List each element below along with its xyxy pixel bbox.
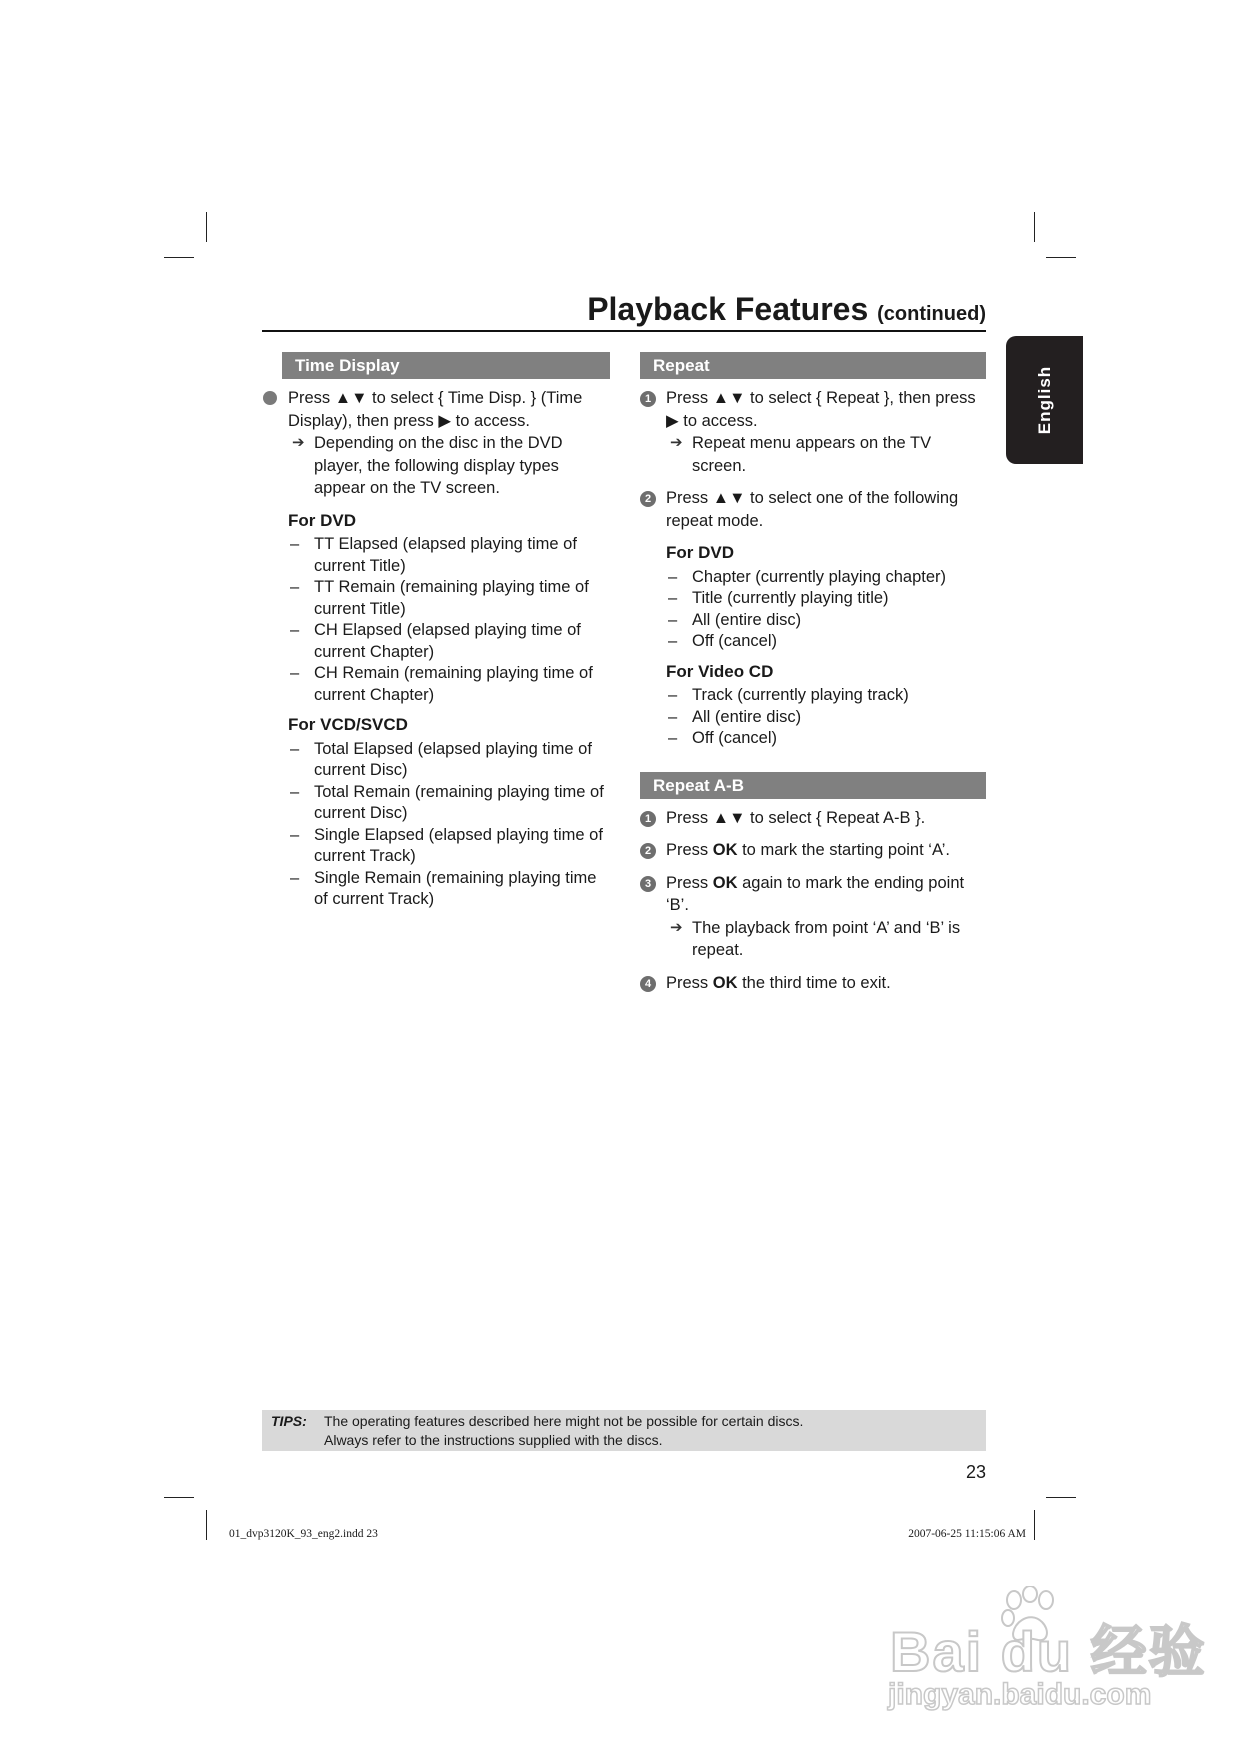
repeat-ab-step-3-result-text: The playback from point ‘A’ and ‘B’ is repeat. xyxy=(692,918,961,959)
crop-mark xyxy=(1046,1497,1076,1498)
watermark-url: jingyan.baidu.com xyxy=(888,1678,1152,1711)
tips-line: Always refer to the instructions supplied with the discs. xyxy=(324,1432,663,1448)
repeat-section xyxy=(640,352,986,750)
text-fragment: Press xyxy=(666,841,713,859)
group-title: For DVD xyxy=(288,510,356,530)
list-item xyxy=(666,588,986,610)
group-title: For Video CD xyxy=(666,661,774,681)
dash-icon: – xyxy=(668,610,678,629)
repeat-heading: Repeat xyxy=(640,352,986,379)
dash-icon: – xyxy=(290,535,300,553)
list-item xyxy=(288,534,610,577)
repeat-step-2 xyxy=(640,487,986,532)
list-item xyxy=(666,685,986,707)
tips-text xyxy=(324,1412,803,1450)
arrow-right-icon: ➔ xyxy=(670,434,683,451)
dash-icon: – xyxy=(668,686,678,704)
time-display-section xyxy=(262,352,610,917)
dash-icon: – xyxy=(668,707,678,726)
time-display-result xyxy=(288,432,610,500)
group-title: For VCD/SVCD xyxy=(288,715,408,734)
time-display-group-vcd xyxy=(262,714,610,911)
list-item-text: Chapter (currently playing chapter) xyxy=(692,567,947,586)
list-item xyxy=(666,567,986,589)
dash-icon: – xyxy=(290,739,300,758)
crop-mark xyxy=(1034,212,1035,242)
list-item xyxy=(288,663,610,706)
dash-icon: – xyxy=(290,825,300,844)
list-item-text: TT Remain (remaining playing time of current Title) xyxy=(314,578,589,618)
crop-mark xyxy=(1034,1510,1035,1540)
page-number: 23 xyxy=(965,1462,986,1482)
repeat-ab-step-4-text xyxy=(666,972,986,995)
repeat-ab-step-3 xyxy=(640,872,986,962)
list-item xyxy=(288,739,610,782)
dash-icon: – xyxy=(290,782,300,801)
step-number-icon: 2 xyxy=(640,843,656,859)
ok-key: OK xyxy=(712,841,738,859)
list-item-text: CH Remain (remaining playing time of current Chapter) xyxy=(314,664,593,704)
list-item xyxy=(288,782,610,825)
step-number-icon: 2 xyxy=(640,491,656,507)
text-fragment: Press xyxy=(666,973,713,992)
dash-icon: – xyxy=(290,664,300,682)
text-fragment: again to mark the ending point ‘B’. xyxy=(666,873,965,914)
crop-mark xyxy=(1046,257,1076,258)
page-title-continued: (continued) xyxy=(877,303,986,325)
tips-box xyxy=(262,1410,986,1451)
list-item-text: All (entire disc) xyxy=(692,707,802,726)
page-header xyxy=(262,286,986,332)
footer-timestamp: 2007-06-25 11:15:06 AM xyxy=(908,1528,1026,1540)
list-item-text: Total Elapsed (elapsed playing time of current Disc) xyxy=(314,739,592,779)
repeat-step-1-result-text: Repeat menu appears on the TV screen. xyxy=(692,434,932,475)
language-tab-label: English xyxy=(1034,365,1054,435)
repeat-ab-step-1 xyxy=(640,807,986,830)
crop-mark xyxy=(206,212,207,242)
list-item-text: Off (cancel) xyxy=(692,729,777,747)
dash-icon: – xyxy=(668,589,678,607)
time-display-instruction: Press ▲▼ to select { Time Disp. } (Time Display), then press ▶ to access. xyxy=(288,389,583,430)
repeat-group-dvd xyxy=(640,542,986,653)
crop-mark xyxy=(164,1497,194,1498)
arrow-right-icon: ➔ xyxy=(292,434,305,451)
list-item xyxy=(288,620,610,663)
crop-mark xyxy=(164,257,194,258)
time-display-group-dvd xyxy=(262,510,610,707)
group-title: For DVD xyxy=(666,543,734,562)
repeat-column xyxy=(640,352,986,1004)
page-title xyxy=(587,291,986,328)
step-number-icon: 3 xyxy=(640,876,656,892)
dash-icon: – xyxy=(668,567,678,586)
footer-file: 01_dvp3120K_93_eng2.indd 23 xyxy=(229,1528,378,1540)
ok-key: OK xyxy=(712,873,738,892)
dash-icon: – xyxy=(290,868,300,887)
list-item xyxy=(666,707,986,729)
repeat-group-vcd xyxy=(640,661,986,750)
list-item-text: Total Remain (remaining playing time of current Disc) xyxy=(314,782,604,822)
crop-mark xyxy=(206,1510,207,1540)
ok-key: OK xyxy=(712,973,738,992)
time-display-heading: Time Display xyxy=(282,352,610,379)
repeat-ab-step-3-text xyxy=(666,872,986,917)
list-item-text: Off (cancel) xyxy=(692,632,777,650)
list-item-text: Single Remain (remaining playing time of current Track) xyxy=(314,868,597,908)
page-title-text: Playback Features xyxy=(587,291,869,327)
dash-icon: – xyxy=(290,578,300,596)
dash-icon: – xyxy=(290,621,300,639)
tips-line: The operating features described here might not be possible for certain discs. xyxy=(324,1413,804,1429)
bullet-icon xyxy=(263,391,277,405)
text-fragment: the third time to exit. xyxy=(737,973,891,992)
list-item xyxy=(666,610,986,632)
repeat-ab-section xyxy=(640,772,986,995)
repeat-ab-step-2 xyxy=(640,839,986,862)
list-item xyxy=(666,631,986,653)
repeat-ab-step-1-text: Press ▲▼ to select { Repeat A-B }. xyxy=(666,808,926,827)
dash-icon: – xyxy=(668,729,678,747)
watermark-brand: Bai du 经验 xyxy=(890,1620,1207,1683)
tips-label: TIPS: xyxy=(271,1413,307,1429)
text-fragment: to mark the starting point ‘A’. xyxy=(737,841,950,859)
arrow-right-icon: ➔ xyxy=(670,918,683,936)
step-number-icon: 1 xyxy=(640,811,656,827)
repeat-step-1-text: Press ▲▼ to select { Repeat }, then press ▶ to access. xyxy=(666,389,976,430)
list-item-text: Single Elapsed (elapsed playing time of current Track) xyxy=(314,825,603,865)
repeat-step-1 xyxy=(640,387,986,477)
repeat-step-2-text: Press ▲▼ to select one of the following repeat mode. xyxy=(666,489,959,530)
dash-icon: – xyxy=(668,632,678,650)
time-display-result-text: Depending on the disc in the DVD player, the following display types appear on the TV screen. xyxy=(314,434,563,497)
list-item xyxy=(288,868,610,911)
repeat-ab-step-3-result xyxy=(666,917,986,962)
repeat-ab-step-2-text xyxy=(666,839,986,862)
repeat-ab-heading: Repeat A-B xyxy=(640,772,986,799)
time-display-step xyxy=(262,387,610,500)
list-item-text: Track (currently playing track) xyxy=(692,686,909,704)
list-item-text: TT Elapsed (elapsed playing time of current Title) xyxy=(314,535,577,575)
list-item-text: All (entire disc) xyxy=(692,610,802,629)
repeat-step-1-result xyxy=(666,432,986,477)
step-number-icon: 4 xyxy=(640,976,656,992)
list-item-text: CH Elapsed (elapsed playing time of current Chapter) xyxy=(314,621,581,661)
step-number-icon: 1 xyxy=(640,391,656,407)
list-item xyxy=(288,825,610,868)
repeat-ab-step-4 xyxy=(640,972,986,995)
list-item xyxy=(288,577,610,620)
language-tab xyxy=(1006,336,1083,464)
list-item xyxy=(666,728,986,750)
text-fragment: Press xyxy=(666,873,713,892)
list-item-text: Title (currently playing title) xyxy=(692,589,889,607)
watermark xyxy=(882,1580,1207,1730)
